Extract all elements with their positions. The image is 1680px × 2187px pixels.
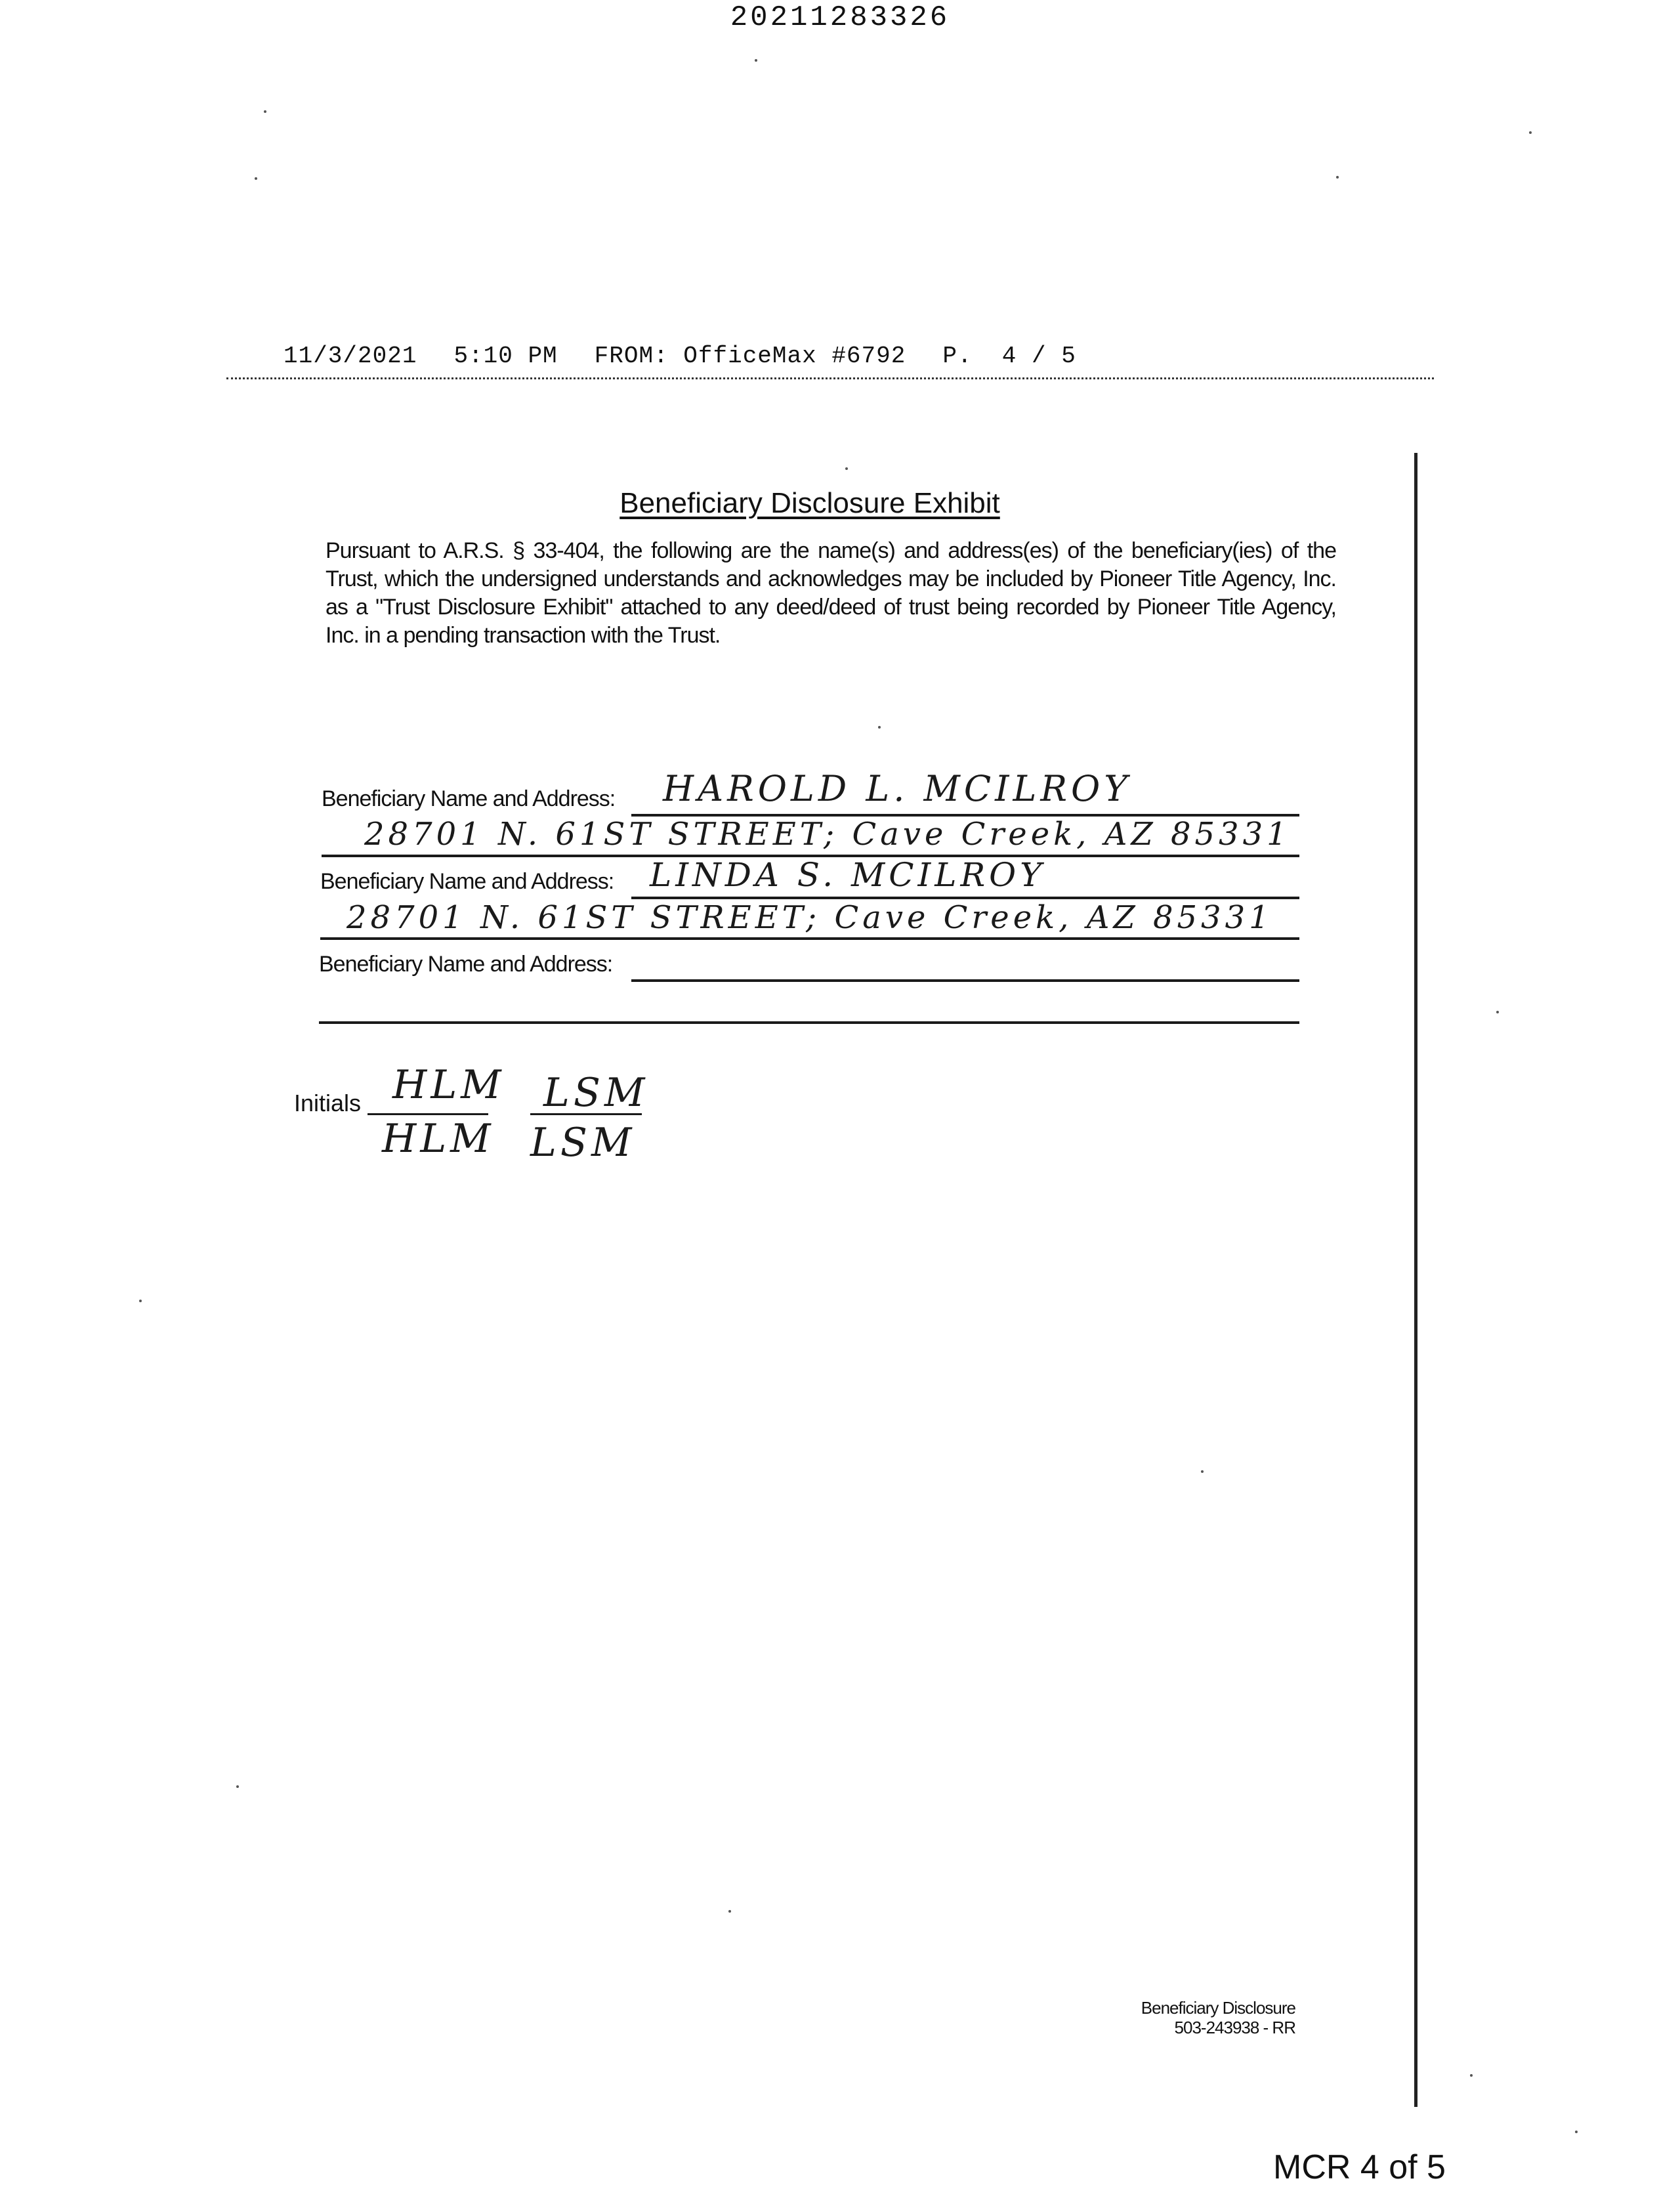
initials-mark-1: HLM: [392, 1062, 505, 1108]
scan-speck: [255, 177, 257, 180]
scan-speck: [878, 726, 881, 729]
scan-speck: [845, 467, 848, 470]
beneficiary-3-address-line: [319, 1021, 1299, 1024]
initials-mark-4: LSM: [530, 1120, 636, 1166]
initials-mark-2: LSM: [543, 1070, 649, 1116]
scan-speck: [755, 59, 757, 62]
footer-label: [1134, 1998, 1295, 2037]
fax-from: FROM: OfficeMax #6792: [594, 343, 906, 370]
beneficiary-1-name: HAROLD L. MCILROY: [663, 768, 1131, 809]
page-title: Beneficiary Disclosure Exhibit: [620, 487, 1000, 519]
intro-paragraph: Pursuant to A.R.S. § 33-404, the following are the name(s) and address(es) of the beneficiary(ies) of the Trust, which the undersigned understands and acknowledges may be included by Pioneer Title Agency, Inc. as a "Trust Disclosure Exhibit" attached to any deed/deed of trust being recorded by Pioneer Title Agency, Inc. in a pending transaction with the Trust.: [326, 538, 1336, 648]
fax-page: P. 4 / 5: [942, 343, 1076, 370]
fax-date: 11/3/2021: [284, 343, 417, 370]
scan-speck: [1201, 1470, 1204, 1473]
beneficiary-3-name-line: [631, 979, 1299, 982]
beneficiary-1-label: Beneficiary Name and Address:: [322, 786, 616, 811]
fax-header-rule: [226, 377, 1434, 379]
initials-line-2: [530, 1113, 642, 1115]
scan-speck: [236, 1785, 239, 1788]
recorder-page-tag: MCR 4 of 5: [1273, 2148, 1446, 2186]
fax-header: [284, 343, 1113, 370]
document-number: 20211283326: [730, 1, 950, 34]
beneficiary-2-address-line: [320, 937, 1299, 940]
scan-speck: [1575, 2131, 1578, 2133]
scan-speck: [1496, 1011, 1499, 1013]
beneficiary-1-address: 28701 N. 61ST STREET; Cave Creek, AZ 85331: [364, 816, 1291, 853]
scan-speck: [264, 110, 266, 113]
beneficiary-2-label: Beneficiary Name and Address:: [320, 869, 614, 894]
beneficiary-3-label: Beneficiary Name and Address:: [319, 952, 613, 977]
scan-speck: [1336, 176, 1339, 179]
scan-speck: [139, 1300, 142, 1302]
initials-line-1: [368, 1113, 488, 1115]
beneficiary-2-address: 28701 N. 61ST STREET; Cave Creek, AZ 85331: [346, 899, 1273, 936]
scan-margin-line: [1414, 453, 1418, 2107]
scan-speck: [1470, 2074, 1473, 2077]
scan-speck: [1529, 131, 1532, 134]
footer-reference: 503-243938 - RR: [1174, 2018, 1295, 2037]
initials-label: Initials: [294, 1090, 362, 1116]
fax-time: 5:10 PM: [453, 343, 558, 370]
scan-speck: [728, 1910, 731, 1913]
footer-title: Beneficiary Disclosure: [1141, 1998, 1295, 2018]
beneficiary-2-name: LINDA S. MCILROY: [650, 856, 1046, 894]
initials-mark-3: HLM: [382, 1116, 495, 1162]
